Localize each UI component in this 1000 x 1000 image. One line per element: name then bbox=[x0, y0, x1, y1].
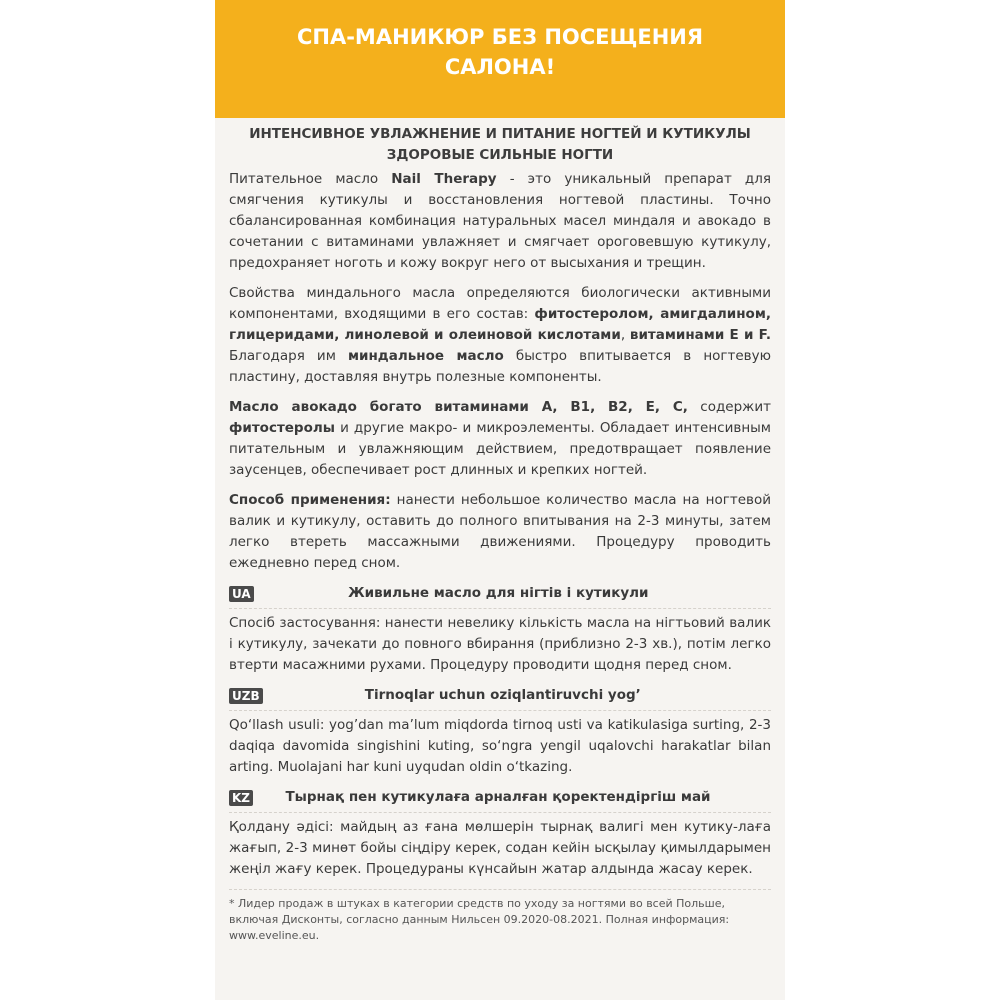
p2-text-a: Свойства миндального масла определяются биологически активными компонентами, входящими в его состав: bbox=[229, 285, 771, 322]
avocado-oil-paragraph bbox=[229, 397, 771, 481]
almond-oil-paragraph bbox=[229, 283, 771, 388]
banner-line-2: САЛОНА! bbox=[444, 55, 556, 79]
p2-bold-b: фитостеролом, амигдалином, глицеридами, линолевой и олеиновой кислотами bbox=[229, 306, 771, 343]
ua-text: Спосіб застосування: нанести невелику кількість масла на нігтьовий валик і кутикулу, зачекати до повного вбирання (приблизно 2-3 хв.), потім легко втерти масажними рухами. Процедуру проводити щодня перед сном. bbox=[229, 615, 771, 673]
p3-text-b: содержит bbox=[687, 399, 771, 415]
divider bbox=[229, 710, 771, 711]
uzb-section-header bbox=[229, 685, 771, 706]
p2-text-e: Благодаря им bbox=[229, 348, 348, 364]
promo-banner bbox=[215, 0, 785, 118]
footnote: * Лидер продаж в штуках в категории средств по уходу за ногтями во всей Польше, включая Дисконты, согласно данным Нильсен 09.2020-08.2021. Полная информация: www.eveline.eu. bbox=[229, 897, 730, 942]
p1-text-a: Питательное масло bbox=[229, 171, 392, 187]
p4-text-b: нанести небольшое количество масла на ногтевой валик и кутикулу, оставить до полного впитывания на 2-3 минуты, затем легко втереть массажными движениями. Процедуру проводить ежедневно перед сном. bbox=[229, 492, 771, 571]
p1-text-c: - это уникальный препарат для смягчения кутикулы и восстановления ногтевой пластины. Точно сбалансированная комбинация натуральных масел миндаля и авокадо в сочетании с витаминами увлажняет и смягчает ороговевшую кутикулу, предохраняет ноготь и кожу вокруг него от высыхания и трещин. bbox=[229, 171, 771, 271]
p1-product-name: Nail Therapy bbox=[391, 171, 497, 187]
kz-badge: KZ bbox=[229, 790, 253, 806]
divider bbox=[229, 889, 771, 890]
banner-line-1: СПА-МАНИКЮР БЕЗ ПОСЕЩЕНИЯ bbox=[296, 25, 704, 49]
ua-badge: UA bbox=[229, 586, 254, 602]
main-heading bbox=[229, 124, 771, 166]
product-box-panel bbox=[215, 0, 785, 1000]
kz-section-header bbox=[229, 787, 771, 808]
p2-text-g: быстро впитывается в ногтевую пластину, доставляя внутрь полезные компоненты. bbox=[229, 348, 771, 385]
p3-bold-c: фитостеролы bbox=[229, 420, 335, 436]
usage-paragraph bbox=[229, 490, 771, 574]
ua-section-header bbox=[229, 583, 771, 604]
heading-line-1: ИНТЕНСИВНОЕ УВЛАЖНЕНИЕ И ПИТАНИЕ НОГТЕЙ И КУТИКУЛЫ bbox=[249, 126, 751, 142]
content-area bbox=[229, 124, 771, 944]
p2-bold-d: витаминами E и F. bbox=[629, 327, 771, 343]
kz-text: Қолдану әдісі: майдың аз ғана мөлшерін тырнақ валигі мен кутику-лаға жағып, 2-3 минөт бойы сіңдіру керек, содан кейін ысқылау қимылдарымен жеңіл жағу керек. Процедураны күнсайын жатар алдында жасау керек. bbox=[229, 819, 771, 877]
divider bbox=[229, 812, 771, 813]
uzb-badge: UZB bbox=[229, 688, 263, 704]
p2-text-c: , bbox=[620, 327, 630, 343]
p2-bold-f: миндальное масло bbox=[347, 348, 504, 364]
p4-bold-a: Способ применения: bbox=[229, 492, 391, 508]
uzb-text: Qo‘llash usuli: yog’dan ma’lum miqdorda tirnoq usti va katikulasiga surting, 2-3 daqiqa davomida singishini kuting, so‘ngra yengil uqalovchi harakatlar bilan arting. Muolajani har kuni uyqudan oldin o‘tkazing. bbox=[229, 717, 771, 775]
kz-title: Тырнақ пен кутикулаға арналған қоректендіргіш май bbox=[285, 789, 711, 805]
heading-line-2: ЗДОРОВЫЕ СИЛЬНЫЕ НОГТИ bbox=[386, 147, 614, 163]
description-paragraph bbox=[229, 169, 771, 274]
uzb-title: Tirnoqlar uchun oziqlantiruvchi yog’ bbox=[364, 687, 641, 703]
ua-title: Живильне масло для нігтів і кутикули bbox=[348, 585, 649, 601]
p3-text-d: и другие макро- и микроэлементы. Обладает интенсивным питательным и увлажняющим действием, предотвращает появление заусенцев, обеспечивает рост длинных и крепких ногтей. bbox=[229, 420, 771, 478]
p3-bold-a: Масло авокадо богато витаминами A, B1, B2, E, C, bbox=[229, 399, 688, 415]
divider bbox=[229, 608, 771, 609]
